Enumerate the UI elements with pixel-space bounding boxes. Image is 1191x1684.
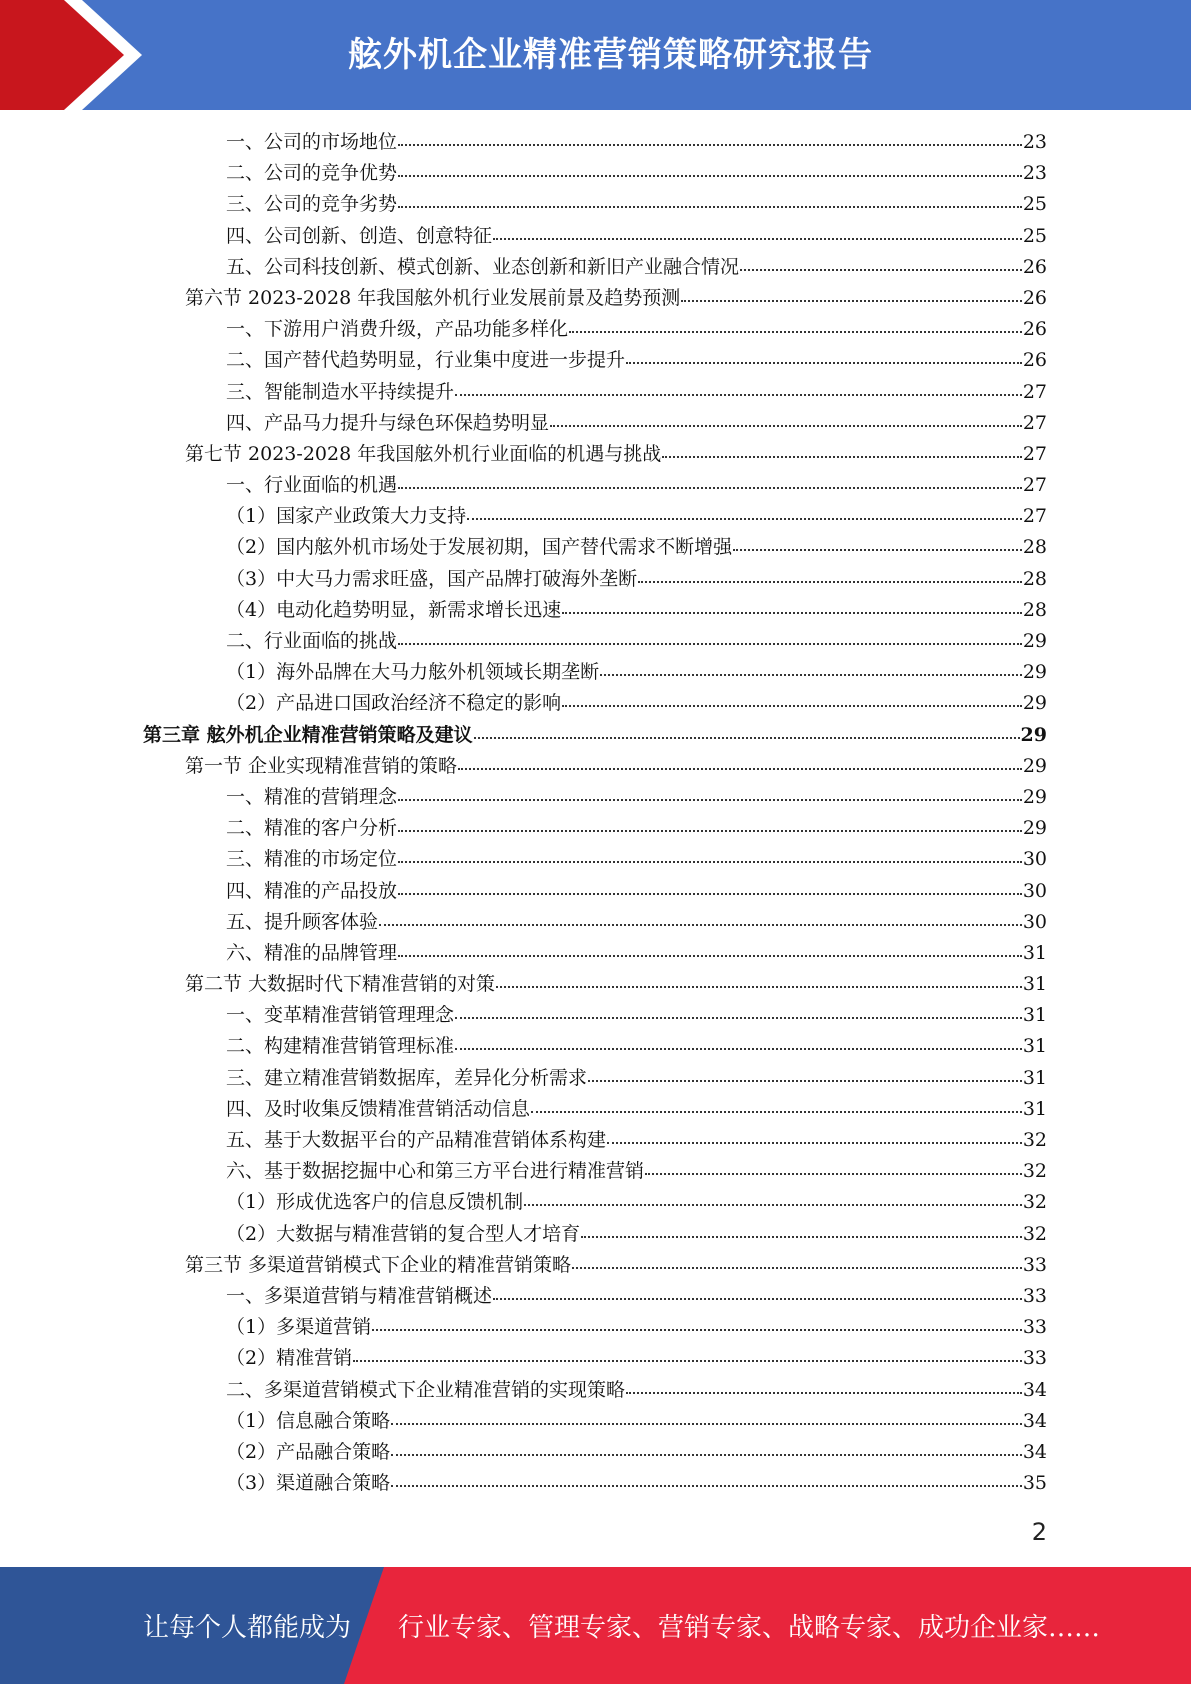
- toc-entry-page: 26: [1022, 286, 1047, 309]
- toc-entry-page: 28: [1022, 536, 1047, 559]
- toc-entry-title: （3）渠道融合策略: [226, 1472, 391, 1495]
- toc-dot-leader: [391, 1471, 1022, 1487]
- toc-entry[interactable]: [0, 1375, 1191, 1406]
- toc-entry[interactable]: [0, 720, 1191, 751]
- toc-entry-title: 三、精准的市场定位: [226, 848, 398, 871]
- toc-entry-page: 25: [1022, 193, 1047, 216]
- toc-dot-leader: [524, 1190, 1022, 1206]
- toc-dot-leader: [562, 598, 1022, 614]
- toc-entry-page: 32: [1022, 1129, 1047, 1151]
- toc-entry[interactable]: [0, 283, 1191, 314]
- toc-entry-title: （2）产品进口国政治经济不稳定的影响: [226, 692, 562, 715]
- toc-entry[interactable]: [0, 907, 1191, 938]
- toc-entry-title: 四、公司创新、创造、创意特征: [226, 224, 493, 247]
- toc-dot-leader: [353, 1346, 1022, 1362]
- toc-dot-leader: [569, 317, 1022, 333]
- toc-entry-page: 30: [1022, 910, 1047, 933]
- toc-entry-title: 第六节 2023-2028 年我国舷外机行业发展前景及趋势预测: [185, 286, 681, 309]
- toc-entry[interactable]: [0, 595, 1191, 626]
- toc-entry-page: 31: [1022, 1066, 1047, 1089]
- toc-entry[interactable]: [0, 626, 1191, 657]
- toc-entry[interactable]: [0, 1312, 1191, 1343]
- toc-entry-title: （1）信息融合策略: [226, 1409, 391, 1432]
- toc-entry-page: 32: [1022, 1222, 1047, 1245]
- toc-entry[interactable]: [0, 158, 1191, 189]
- toc-entry-page: 32: [1022, 1160, 1047, 1183]
- toc-entry-title: （2）大数据与精准营销的复合型人才培育: [226, 1222, 581, 1245]
- toc-entry[interactable]: [0, 1031, 1191, 1062]
- toc-entry[interactable]: [0, 377, 1191, 408]
- toc-entry-page: 27: [1022, 505, 1047, 528]
- toc-entry-title: 二、公司的竞争优势: [226, 162, 398, 185]
- toc-dot-leader: [391, 1409, 1022, 1425]
- toc-entry-page: 25: [1022, 224, 1047, 247]
- toc-dot-leader: [455, 1003, 1022, 1019]
- toc-entry[interactable]: [0, 1250, 1191, 1281]
- toc-dot-leader: [398, 785, 1022, 801]
- toc-entry-title: 一、精准的营销理念: [226, 785, 398, 808]
- toc-entry[interactable]: [0, 221, 1191, 252]
- toc-entry-title: 二、构建精准营销管理标准: [226, 1035, 455, 1058]
- toc-entry[interactable]: [0, 1156, 1191, 1187]
- toc-entry[interactable]: [0, 813, 1191, 844]
- toc-entry-page: 33: [1022, 1347, 1047, 1370]
- toc-dot-leader: [638, 567, 1022, 583]
- toc-dot-leader: [572, 1253, 1022, 1269]
- toc-entry[interactable]: [0, 844, 1191, 875]
- toc-dot-leader: [398, 161, 1022, 177]
- toc-entry-title: （3）中大马力需求旺盛，国产品牌打破海外垄断: [226, 567, 638, 590]
- toc-entry-page: 31: [1022, 1035, 1047, 1058]
- toc-entry-page: 29: [1022, 785, 1047, 808]
- toc-entry-page: 34: [1022, 1440, 1047, 1463]
- toc-entry[interactable]: [0, 1125, 1191, 1156]
- toc-entry-page: 26: [1022, 349, 1047, 372]
- toc-entry-page: 28: [1022, 598, 1047, 621]
- toc-dot-leader: [458, 754, 1022, 770]
- toc-entry[interactable]: [0, 408, 1191, 439]
- toc-entry-page: 30: [1022, 848, 1047, 871]
- toc-entry-title: 二、国产替代趋势明显，行业集中度进一步提升: [226, 349, 626, 372]
- toc-entry-title: 一、公司的市场地位: [226, 131, 398, 153]
- toc-entry-title: 第一节 企业实现精准营销的策略: [185, 754, 458, 777]
- toc-entry[interactable]: [0, 1406, 1191, 1437]
- toc-entry-title: （1）国家产业政策大力支持: [226, 505, 467, 528]
- toc-dot-leader: [493, 224, 1022, 240]
- toc-dot-leader: [372, 1315, 1022, 1331]
- toc-dot-leader: [581, 1222, 1022, 1238]
- toc-entry-title: 一、多渠道营销与精准营销概述: [226, 1284, 493, 1307]
- toc-entry-page: 27: [1022, 411, 1047, 434]
- toc-entry[interactable]: [0, 1281, 1191, 1312]
- toc-dot-leader: [681, 286, 1022, 302]
- toc-entry-title: （2）国内舷外机市场处于发展初期，国产替代需求不断增强: [226, 536, 733, 559]
- toc-entry-title: 三、智能制造水平持续提升: [226, 380, 455, 403]
- toc-dot-leader: [626, 1378, 1022, 1394]
- toc-dot-leader: [733, 535, 1022, 551]
- toc-dot-leader: [493, 1284, 1022, 1300]
- toc-entry-page: 31: [1022, 1004, 1047, 1027]
- toc-entry-title: （2）产品融合策略: [226, 1440, 391, 1463]
- toc-dot-leader: [398, 941, 1022, 957]
- toc-dot-leader: [379, 910, 1022, 926]
- toc-entry-page: 31: [1022, 1097, 1047, 1120]
- toc-entry-title: 第三节 多渠道营销模式下企业的精准营销策略: [185, 1253, 572, 1276]
- toc-dot-leader: [398, 130, 1022, 146]
- toc-dot-leader: [662, 442, 1022, 458]
- toc-dot-leader: [562, 691, 1022, 707]
- footer-slogan-right: 行业专家、管理专家、营销专家、战略专家、成功企业家……: [398, 1613, 1101, 1643]
- toc-entry-title: 六、基于数据挖掘中心和第三方平台进行精准营销: [226, 1160, 645, 1183]
- toc-entry-title: 四、及时收集反馈精准营销活动信息: [226, 1097, 531, 1120]
- toc-dot-leader: [600, 660, 1022, 676]
- toc-entry-title: 一、变革精准营销管理理念: [226, 1004, 455, 1027]
- toc-entry-title: 四、精准的产品投放: [226, 879, 398, 902]
- toc-entry-page: 27: [1022, 474, 1047, 497]
- toc-dot-leader: [531, 1097, 1022, 1113]
- toc-entry-page: 23: [1022, 162, 1047, 185]
- toc-entry-title: 第七节 2023-2028 年我国舷外机行业面临的机遇与挑战: [185, 442, 662, 465]
- toc-entry[interactable]: [0, 1468, 1191, 1499]
- toc-entry[interactable]: [0, 189, 1191, 220]
- toc-entry[interactable]: [0, 564, 1191, 595]
- toc-entry-title: （1）多渠道营销: [226, 1316, 372, 1339]
- toc-dot-leader: [398, 473, 1022, 489]
- toc-entry[interactable]: [0, 345, 1191, 376]
- toc-entry[interactable]: [0, 657, 1191, 688]
- toc-entry-title: 三、公司的竞争劣势: [226, 193, 398, 216]
- toc-entry[interactable]: [0, 1343, 1191, 1374]
- toc-entry-title: （1）形成优选客户的信息反馈机制: [226, 1191, 524, 1214]
- toc-entry[interactable]: [0, 470, 1191, 501]
- toc-entry-title: （4）电动化趋势明显，新需求增长迅速: [226, 598, 562, 621]
- toc-dot-leader: [550, 411, 1022, 427]
- toc-entry-page: 27: [1022, 380, 1047, 403]
- toc-dot-leader: [496, 972, 1022, 988]
- toc-dot-leader: [398, 879, 1022, 895]
- toc-dot-leader: [607, 1128, 1022, 1144]
- toc-entry-page: 31: [1022, 941, 1047, 964]
- toc-entry-page: 27: [1022, 442, 1047, 465]
- toc-entry-title: 三、建立精准营销数据库，差异化分析需求: [226, 1066, 588, 1089]
- toc-entry-title: （2）精准营销: [226, 1347, 353, 1370]
- toc-entry-page: 29: [1022, 630, 1047, 652]
- toc-entry-title: 五、提升顾客体验: [226, 910, 379, 933]
- footer-banner: [0, 1567, 1191, 1684]
- toc-dot-leader: [740, 255, 1022, 271]
- toc-dot-leader: [588, 1066, 1022, 1082]
- toc-entry[interactable]: [0, 314, 1191, 345]
- toc-entry-page: 31: [1022, 973, 1047, 996]
- toc-entry-title: 五、公司科技创新、模式创新、业态创新和新旧产业融合情况: [226, 255, 740, 278]
- toc-entry-page: 29: [1022, 817, 1047, 840]
- toc-entry-title: 一、行业面临的机遇: [226, 474, 398, 497]
- toc-entry-title: 四、产品马力提升与绿色环保趋势明显: [226, 411, 550, 434]
- toc-entry-title: 五、基于大数据平台的产品精准营销体系构建: [226, 1129, 607, 1151]
- toc-entry-title: 二、精准的客户分析: [226, 817, 398, 840]
- toc-dot-leader: [467, 504, 1022, 520]
- footer-slogan-left: 让每个人都能成为: [143, 1613, 352, 1643]
- toc-dot-leader: [398, 847, 1022, 863]
- toc-entry-title: 一、下游用户消费升级，产品功能多样化: [226, 318, 569, 341]
- toc-dot-leader: [455, 1034, 1022, 1050]
- toc-dot-leader: [391, 1440, 1022, 1456]
- toc-entry-title: 六、精准的品牌管理: [226, 941, 398, 964]
- toc-dot-leader: [474, 723, 1020, 739]
- toc-entry-page: 32: [1022, 1191, 1047, 1214]
- toc-dot-leader: [626, 348, 1022, 364]
- toc-dot-leader: [398, 816, 1022, 832]
- toc-entry-title: 第三章 舷外机企业精准营销策略及建议: [143, 723, 473, 746]
- toc-entry-page: 34: [1022, 1378, 1047, 1401]
- toc-entry-page: 29: [1022, 692, 1047, 715]
- toc-entry[interactable]: [0, 782, 1191, 813]
- toc-dot-leader: [455, 380, 1022, 396]
- toc-entry-page: 33: [1022, 1253, 1047, 1276]
- toc-entry[interactable]: [0, 1219, 1191, 1250]
- toc-entry[interactable]: [0, 1187, 1191, 1218]
- toc-entry-page: 29: [1022, 661, 1047, 684]
- toc-entry-title: 第二节 大数据时代下精准营销的对策: [185, 973, 496, 996]
- report-title: 舷外机企业精准营销策略研究报告: [348, 35, 873, 75]
- toc-entry[interactable]: [0, 501, 1191, 532]
- toc-entry-title: （1）海外品牌在大马力舷外机领域长期垄断: [226, 661, 600, 684]
- toc-entry-title: 二、多渠道营销模式下企业精准营销的实现策略: [226, 1378, 626, 1401]
- toc-entry[interactable]: [0, 1094, 1191, 1125]
- toc-dot-leader: [398, 629, 1022, 645]
- toc-entry-page: 33: [1022, 1316, 1047, 1339]
- page-number: 2: [1031, 1518, 1047, 1546]
- toc-dot-leader: [645, 1159, 1022, 1175]
- toc-entry-page: 28: [1022, 567, 1047, 590]
- toc-entry-page: 34: [1022, 1409, 1047, 1432]
- header-banner: [0, 0, 1191, 110]
- toc-entry[interactable]: [0, 969, 1191, 1000]
- toc-dot-leader: [398, 192, 1022, 208]
- toc-entry-title: 二、行业面临的挑战: [226, 630, 398, 652]
- toc-entry[interactable]: [0, 1000, 1191, 1031]
- toc-entry-page: 26: [1022, 318, 1047, 341]
- table-of-contents: [0, 127, 1191, 1499]
- toc-entry[interactable]: [0, 127, 1191, 158]
- toc-entry[interactable]: [0, 688, 1191, 719]
- toc-entry[interactable]: [0, 876, 1191, 907]
- toc-entry[interactable]: [0, 439, 1191, 470]
- toc-entry-page: 29: [1020, 723, 1047, 746]
- toc-entry-page: 33: [1022, 1284, 1047, 1307]
- toc-entry-page: 30: [1022, 879, 1047, 902]
- toc-entry[interactable]: [0, 1063, 1191, 1094]
- toc-entry-page: 26: [1022, 255, 1047, 278]
- toc-entry-page: 35: [1022, 1472, 1047, 1495]
- toc-entry[interactable]: [0, 252, 1191, 283]
- toc-entry[interactable]: [0, 938, 1191, 969]
- toc-entry-page: 29: [1022, 754, 1047, 777]
- toc-entry[interactable]: [0, 532, 1191, 563]
- toc-entry[interactable]: [0, 751, 1191, 782]
- toc-entry-page: 23: [1022, 131, 1047, 153]
- toc-entry[interactable]: [0, 1437, 1191, 1468]
